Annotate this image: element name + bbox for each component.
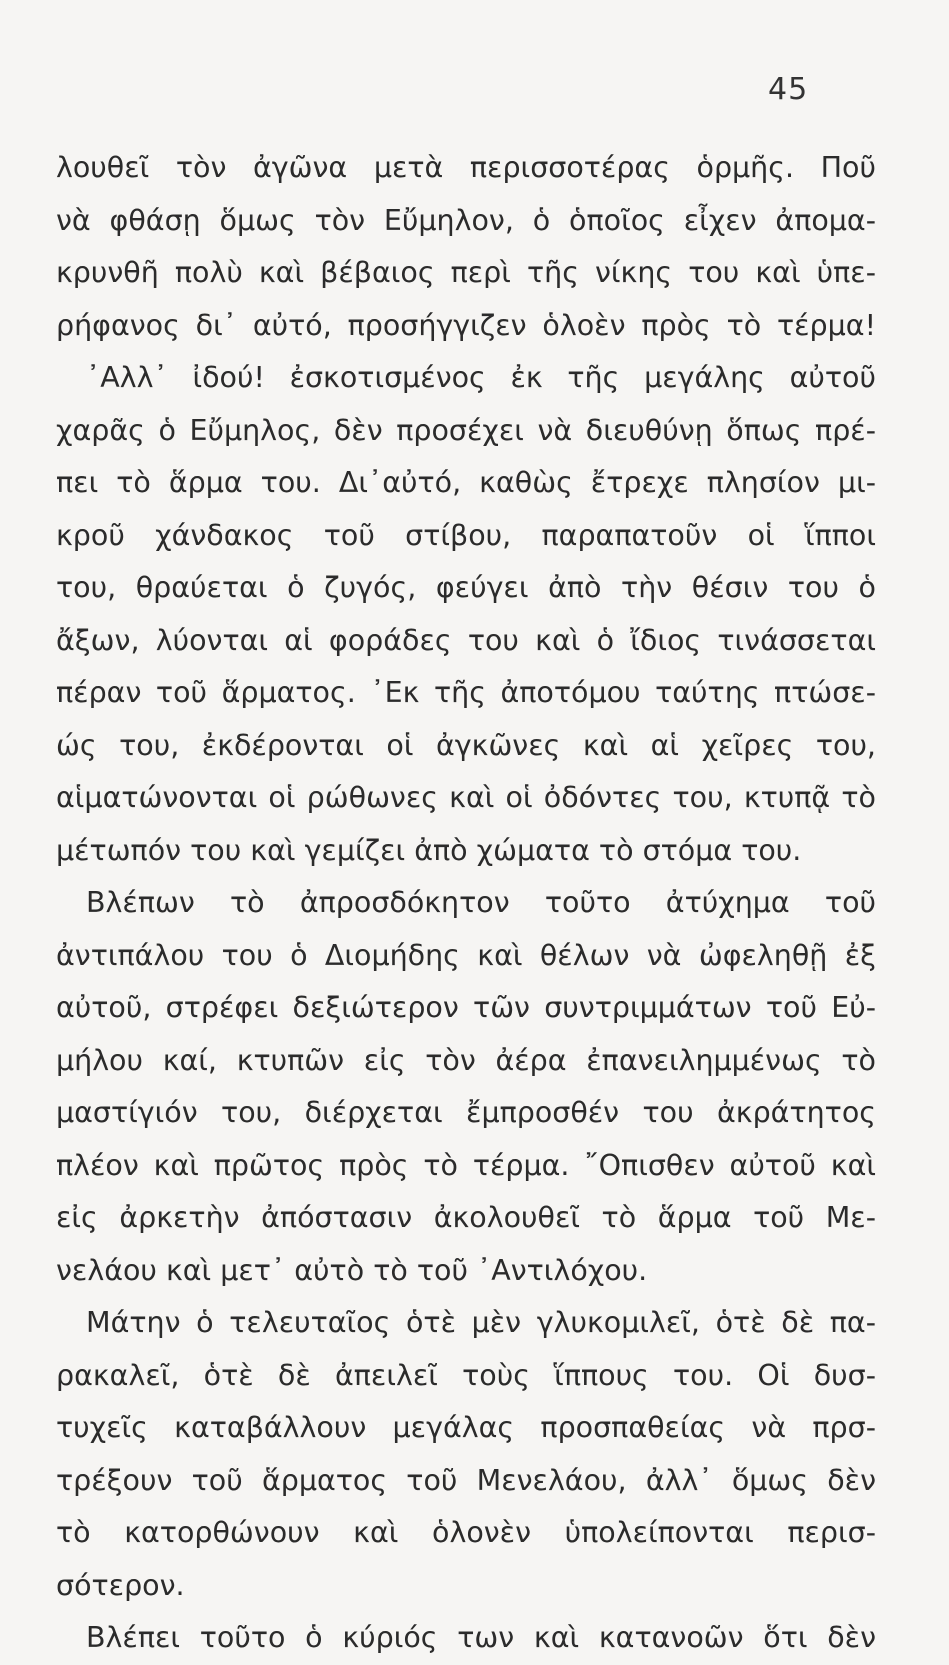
text-line: σότερον.: [56, 1568, 185, 1602]
text-line: ἀντιπάλου του ὁ Διομήδης καὶ θέλων νὰ ὠφεληθῇ ἐξ: [56, 938, 876, 972]
text-line: τὸ κατορθώνουν καὶ ὁλονὲν ὑπολείπονται περισ-: [56, 1516, 876, 1549]
text-line: εἰς ἀρκετὴν ἀπόστασιν ἀκολουθεῖ τὸ ἅρμα τοῦ Με-: [56, 1201, 876, 1234]
text-line: πλέον καὶ πρῶτος πρὸς τὸ τέρμα. ῎Οπισθεν αὐτοῦ καὶ: [56, 1148, 876, 1182]
text-line: τρέξουν τοῦ ἅρματος τοῦ Μενελάου, ἀλλ᾽ ὅμως δὲν: [56, 1463, 876, 1497]
text-line: αἱματώνονται οἱ ρώθωνες καὶ οἱ ὀδόντες του, κτυπᾷ τὸ: [56, 781, 876, 814]
text-line: μέτωπόν του καὶ γεμίζει ἀπὸ χώματα τὸ στόμα του.: [56, 833, 802, 867]
text-line: αὐτοῦ, στρέφει δεξιώτερον τῶν συντριμμάτων τοῦ Εὐ-: [56, 991, 876, 1024]
text-line: τυχεῖς καταβάλλουν μεγάλας προσπαθείας νὰ πρσ-: [56, 1411, 876, 1444]
body-text: [56, 142, 876, 1665]
text-line: χαρᾶς ὁ Εὔμηλος, δὲν προσέχει νὰ διευθύνῃ ὅπως πρέ-: [56, 413, 876, 447]
text-line: Μάτην ὁ τελευταῖος ὁτὲ μὲν γλυκομιλεῖ, ὁτὲ δὲ πα-: [86, 1306, 876, 1339]
text-line: ρήφανος δι᾽ αὐτό, προσήγγιζεν ὁλοὲν πρὸς τὸ τέρμα!: [56, 308, 876, 342]
text-line: Βλέπων τὸ ἀπροσδόκητον τοῦτο ἀτύχημα τοῦ: [86, 886, 876, 919]
text-line: μήλου καί, κτυπῶν εἰς τὸν ἀέρα ἐπανειλημμένως τὸ: [56, 1043, 876, 1077]
text-line: νελάου καὶ μετ᾽ αὐτὸ τὸ τοῦ ᾽Αντιλόχου.: [56, 1253, 648, 1287]
text-line: μαστίγιόν του, διέρχεται ἔμπροσθέν του ἀκράτητος: [56, 1096, 876, 1129]
text-line: του, θραύεται ὁ ζυγός, φεύγει ἀπὸ τὴν θέσιν του ὁ: [56, 571, 876, 604]
text-line: Βλέπει τοῦτο ὁ κύριός των καὶ κατανοῶν ὅτι δὲν: [86, 1621, 876, 1654]
text-line: νὰ φθάσῃ ὅμως τὸν Εὔμηλον, ὁ ὁποῖος εἶχεν ἀπομα-: [56, 203, 876, 237]
text-line: πει τὸ ἅρμα του. Δι᾽αὐτό, καθὼς ἔτρεχε πλησίον μι-: [56, 466, 876, 499]
page-number: 45: [768, 72, 809, 107]
text-line: ώς του, ἐκδέρονται οἱ ἀγκῶνες καὶ αἱ χεῖρες του,: [56, 728, 876, 762]
text-line: πέραν τοῦ ἅρματος. ᾽Εκ τῆς ἀποτόμου ταύτης πτώσε-: [56, 676, 876, 709]
text-line: λουθεῖ τὸν ἀγῶνα μετὰ περισσοτέρας ὁρμῆς. Ποῦ: [56, 151, 876, 184]
text-line: κροῦ χάνδακος τοῦ στίβου, παραπατοῦν οἱ ἵπποι: [56, 518, 876, 552]
text-line: ἄξων, λύονται αἱ φοράδες του καὶ ὁ ἴδιος τινάσσεται: [56, 623, 876, 657]
text-line: ρακαλεῖ, ὁτὲ δὲ ἀπειλεῖ τοὺς ἵππους του. Οἱ δυσ-: [56, 1358, 876, 1392]
text-line: κρυνθῆ πολὺ καὶ βέβαιος περὶ τῆς νίκης του καὶ ὑπε-: [56, 256, 876, 289]
text-line: ᾽Αλλ᾽ ἰδού! ἐσκοτισμένος ἐκ τῆς μεγάλης αὐτοῦ: [86, 361, 876, 394]
